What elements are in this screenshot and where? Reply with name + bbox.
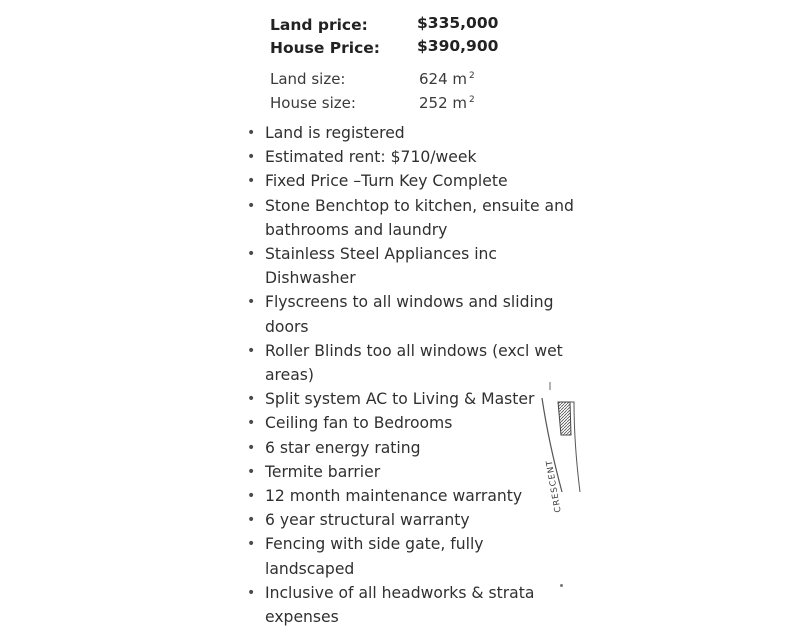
feature-text: Fencing with side gate, fully landscaped: [265, 535, 484, 578]
list-item: [244, 581, 574, 629]
edge-mark: [560, 584, 563, 587]
land-size-number: 624 m: [419, 70, 468, 88]
bullet-icon: •: [247, 173, 256, 190]
bullet-icon: •: [247, 463, 256, 480]
feature-list: [244, 121, 574, 629]
house-price-value: $390,900: [417, 37, 499, 55]
list-item: [244, 194, 574, 242]
bullet-icon: •: [247, 415, 256, 432]
feature-text: 12 month maintenance warranty: [265, 487, 523, 506]
feature-text: Flyscreens to all windows and sliding doors: [265, 293, 554, 336]
bullet-icon: •: [247, 342, 256, 359]
list-item: [244, 242, 574, 290]
bullet-icon: •: [247, 439, 256, 456]
house-size-value: [419, 94, 475, 112]
listing-details: [232, 0, 577, 627]
bullet-icon: •: [247, 512, 256, 529]
bullet-icon: •: [247, 125, 256, 141]
bullet-icon: •: [247, 536, 256, 553]
house-price-label: House Price:: [270, 39, 381, 57]
bullet-icon: •: [247, 149, 256, 166]
feature-text: Ceiling fan to Bedrooms: [265, 414, 453, 433]
feature-text: 6 year structural warranty: [265, 511, 470, 530]
feature-text: Roller Blinds too all windows (excl wet areas): [265, 341, 563, 385]
house-size-label: House size:: [270, 94, 356, 112]
list-item: [244, 508, 574, 532]
bullet-icon: •: [247, 197, 256, 214]
land-size-label: Land size:: [270, 70, 346, 88]
land-price-label: Land price:: [270, 16, 368, 34]
feature-text: Termite barrier: [265, 462, 381, 481]
bullet-icon: •: [247, 584, 256, 601]
list-item: [244, 290, 574, 338]
feature-text: 6 star energy rating: [265, 438, 421, 457]
feature-text: Land is registered: [265, 124, 405, 142]
feature-text: Inclusive of all headworks & strata expenses: [265, 583, 535, 627]
street-label: CRESCENT: [544, 458, 564, 514]
list-item: [244, 387, 574, 411]
bullet-icon: •: [247, 294, 256, 311]
feature-text: Stone Benchtop to kitchen, ensuite and bathrooms and laundry: [265, 196, 574, 239]
list-item: [244, 436, 574, 460]
bullet-icon: •: [247, 391, 256, 408]
list-item: [244, 484, 574, 508]
feature-text: Stainless Steel Appliances inc Dishwasher: [265, 245, 498, 288]
feature-text: Estimated rent: $710/week: [265, 148, 477, 167]
feature-text: Fixed Price –Turn Key Complete: [265, 172, 508, 191]
land-price-value: $335,000: [417, 14, 499, 32]
house-size-unit-exponent: 2: [469, 95, 475, 105]
list-item: [244, 339, 574, 387]
bullet-icon: •: [247, 488, 256, 505]
list-item: [244, 121, 574, 145]
list-item: [244, 145, 574, 169]
list-item: [244, 460, 574, 484]
feature-text: Split system AC to Living & Master: [265, 390, 535, 409]
bullet-icon: •: [247, 246, 256, 263]
list-item: [244, 169, 574, 193]
list-item: [244, 411, 574, 435]
list-item: [244, 532, 574, 580]
land-size-unit-exponent: 2: [469, 71, 475, 81]
house-size-number: 252 m: [419, 94, 468, 112]
land-size-value: [419, 70, 475, 88]
